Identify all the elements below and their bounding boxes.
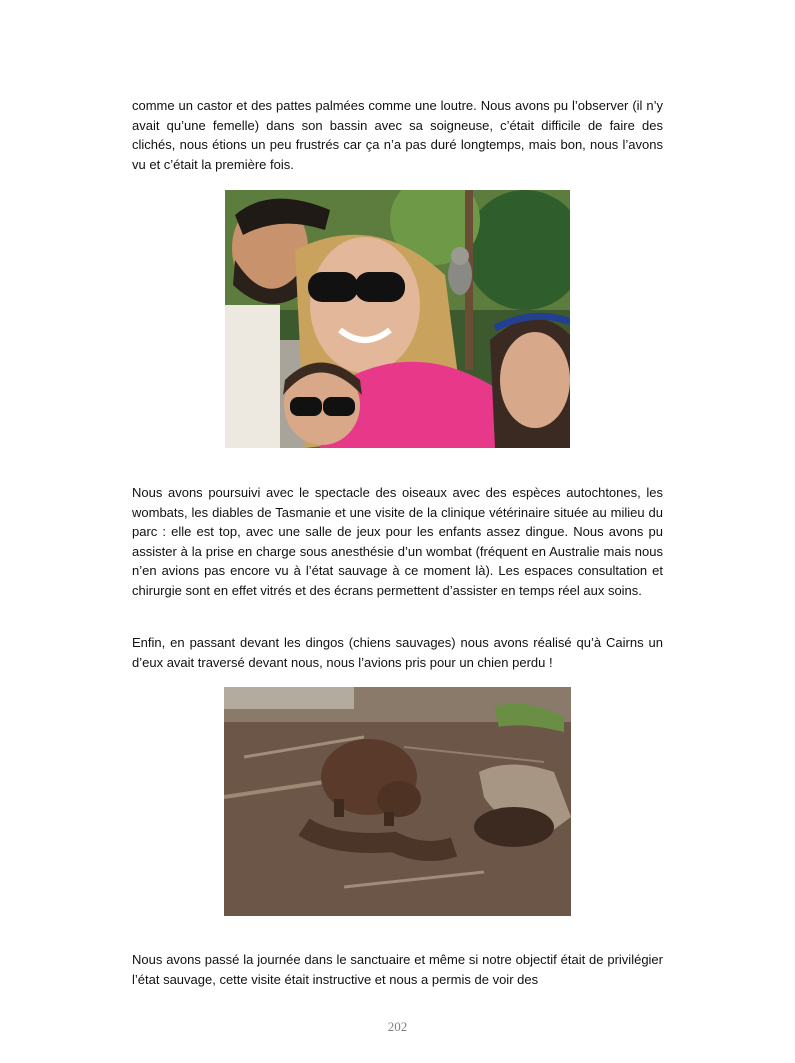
- paragraph-clinic-visit: Nous avons poursuivi avec le spectacle des oiseaux avec des espèces autochtones, les wombats, les diables de Tasmanie et une visite de la clinique vétérinaire située au milieu du parc : elle est top, avec une salle de jeux pour les enfants assez dingue. Nous avons pu assister à la prise en charge sous anesthésie d’un wombat (fréquent en Australie mais nous n’en avions pas encore vu à l’état sauvage à ce moment là). Les espaces consultation et chirurgie sont en effet vitrés et des écrans permettent d’assister en temps réel aux soins.: [132, 485, 663, 598]
- page-number: 202: [387, 1019, 408, 1034]
- family-selfie-photo: [225, 190, 570, 448]
- paragraph-platypus: comme un castor et des pattes palmées comme une loutre. Nous avons pu l’observer (il n’y avait qu’une femelle) dans son bassin avec sa soigneuse, c’était difficile de faire des clichés, nous étions un peu frustrés car ça n’a pas duré longtemps, mais bon, nous l’avons vu et c’était la première fois.: [132, 98, 663, 172]
- paragraph-dingos: Enfin, en passant devant les dingos (chiens sauvages) nous avons réalisé qu’à Cairns un d’eux avait traversé devant nous, nous l’avions pris pour un chien perdu !: [132, 635, 663, 670]
- wombat-photo: [224, 687, 571, 916]
- paragraph-sanctuary-day: Nous avons passé la journée dans le sanctuaire et même si notre objectif était de privilégier l’état sauvage, cette visite était instructive et nous a permis de voir des: [132, 952, 663, 987]
